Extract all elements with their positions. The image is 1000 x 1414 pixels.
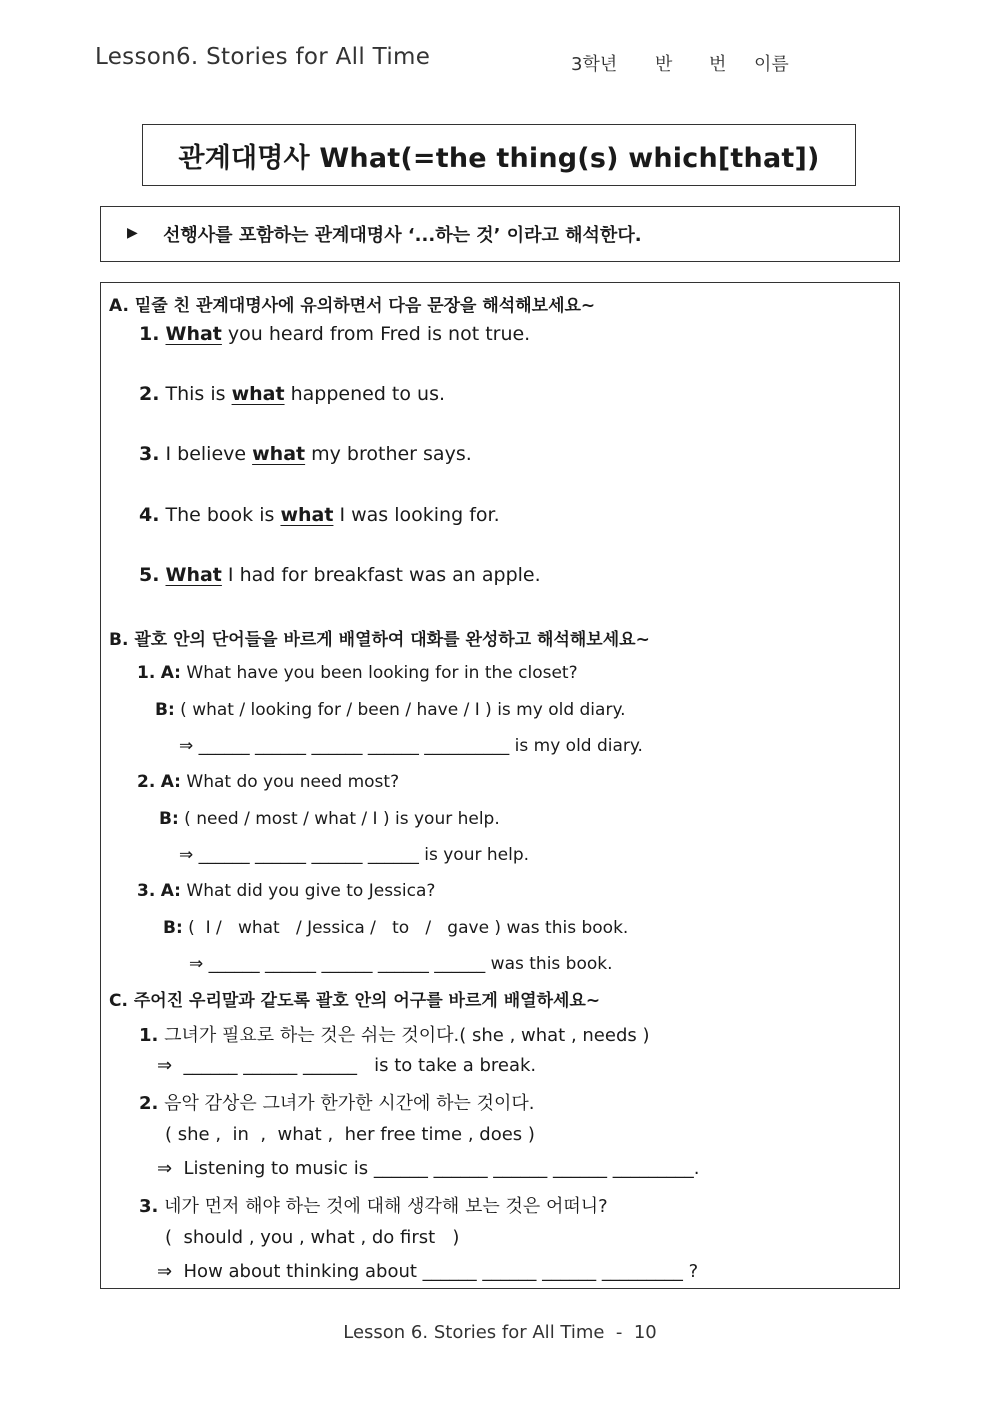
underlined-what: What [165,323,222,345]
dialog-a-line: 2. A: What do you need most? [137,772,400,792]
answer-line: ⇒ Listening to music is ______ ______ ______ ______ _________. [157,1158,700,1179]
item-number: 3. [139,443,160,465]
underlined-what: what [280,504,334,526]
section-a-heading: A. 밑줄 친 관계대명사에 유의하면서 다음 문장을 해석해보세요~ [109,296,596,316]
section-c-prompt: 3. 네가 먼저 해야 하는 것에 대해 생각해 보는 것은 어떠니? [139,1196,608,1217]
name-label: 이름 [754,54,789,75]
dialog-b-line: B: ( need / most / what / I ) is your help. [159,809,500,829]
section-b-heading: B. 괄호 안의 단어들을 바르게 배열하여 대화를 완성하고 해석해보세요~ [109,630,650,650]
section-c-heading: C. 주어진 우리말과 같도록 괄호 안의 어구를 바르게 배열하세요~ [109,991,601,1011]
section-c-prompt: 2. 음악 감상은 그녀가 한가한 시간에 하는 것이다. [139,1093,535,1114]
dialog-a-line: 3. A: What did you give to Jessica? [137,881,436,901]
answer-line: ⇒ ______ ______ ______ is to take a break. [157,1055,537,1076]
underlined-what: What [165,564,222,586]
section-a-item: 2. This is what happened to us. [139,383,446,405]
item-number: 2. [139,383,160,405]
page-footer: Lesson 6. Stories for All Time - 10 [343,1322,657,1343]
item-number: 5. [139,564,160,586]
item-number: 4. [139,504,160,526]
section-c-prompt: 1. 그녀가 필요로 하는 것은 쉬는 것이다.( she , what , needs ) [139,1025,650,1046]
word-bank: ( should , you , what , do first ) [165,1227,460,1248]
dialog-b-line: B: ( I / what / Jessica / to / gave ) was this book. [163,918,629,938]
answer-line: ⇒ ______ ______ ______ ______ is your help. [179,845,530,865]
item-number: 1. [139,323,160,345]
exercise-box [100,282,900,1289]
page-title: 관계대명사 What(=the thing(s) which[that]) [142,124,856,186]
section-a-item: 5. What I had for breakfast was an apple. [139,564,541,586]
section-a-item: 4. The book is what I was looking for. [139,504,500,526]
underlined-what: what [231,383,285,405]
section-a-item: 3. I believe what my brother says. [139,443,472,465]
word-bank: ( she , in , what , her free time , does ) [165,1124,535,1145]
underlined-what: what [252,443,306,465]
section-a-item: 1. What you heard from Fred is not true. [139,323,531,345]
dialog-a-line: 1. A: What have you been looking for in the closet? [137,663,578,683]
number-label: 번 [709,54,727,75]
answer-line: ⇒ ______ ______ ______ ______ __________ is my old diary. [179,736,643,756]
grade-label: 3학년 [571,54,618,75]
answer-line: ⇒ How about thinking about ______ ______ ______ _________ ? [157,1261,699,1282]
class-label: 반 [655,54,673,75]
dialog-b-line: B: ( what / looking for / been / have / I ) is my old diary. [155,700,626,720]
grammar-note-box [100,206,900,262]
grammar-note-text: 선행사를 포함하는 관계대명사 ‘...하는 것’ 이라고 해석한다. [163,225,642,246]
play-arrow-icon: ▶ [127,225,138,241]
answer-line: ⇒ ______ ______ ______ ______ ______ was this book. [189,954,613,974]
lesson-title: Lesson6. Stories for All Time [95,44,431,70]
